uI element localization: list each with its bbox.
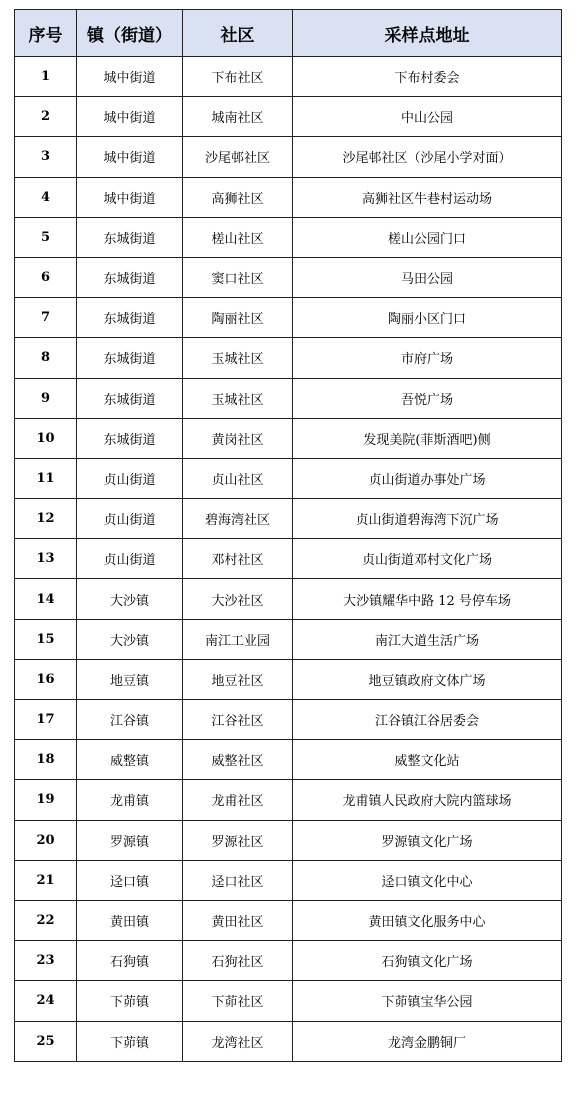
cell-town: 东城街道 <box>77 298 183 338</box>
cell-town: 地豆镇 <box>77 659 183 699</box>
cell-address: 南江大道生活广场 <box>293 619 562 659</box>
cell-town: 黄田镇 <box>77 900 183 940</box>
cell-community: 玉城社区 <box>183 338 293 378</box>
cell-community: 槎山社区 <box>183 217 293 257</box>
cell-index: 7 <box>15 298 77 338</box>
cell-address: 下布村委会 <box>293 57 562 97</box>
cell-address: 吾悦广场 <box>293 378 562 418</box>
cell-town: 城中街道 <box>77 137 183 177</box>
cell-community: 黄田社区 <box>183 900 293 940</box>
table-row <box>15 418 562 458</box>
header-row <box>15 10 562 57</box>
table-row <box>15 217 562 257</box>
cell-town: 贞山街道 <box>77 499 183 539</box>
table-row <box>15 298 562 338</box>
cell-community: 威整社区 <box>183 740 293 780</box>
cell-community: 大沙社区 <box>183 579 293 619</box>
cell-town: 下茆镇 <box>77 981 183 1021</box>
cell-address: 陶丽小区门口 <box>293 298 562 338</box>
cell-town: 威整镇 <box>77 740 183 780</box>
cell-community: 城南社区 <box>183 97 293 137</box>
cell-address: 中山公园 <box>293 97 562 137</box>
cell-community: 陶丽社区 <box>183 298 293 338</box>
cell-community: 石狗社区 <box>183 941 293 981</box>
cell-community: 玉城社区 <box>183 378 293 418</box>
cell-community: 下茆社区 <box>183 981 293 1021</box>
cell-town: 东城街道 <box>77 418 183 458</box>
cell-town: 石狗镇 <box>77 941 183 981</box>
cell-address: 黄田镇文化服务中心 <box>293 900 562 940</box>
cell-town: 东城街道 <box>77 217 183 257</box>
cell-town: 贞山街道 <box>77 539 183 579</box>
table-header <box>15 10 562 57</box>
table-body <box>15 57 562 1062</box>
cell-index: 8 <box>15 338 77 378</box>
cell-community: 窦口社区 <box>183 257 293 297</box>
cell-town: 城中街道 <box>77 177 183 217</box>
cell-community: 迳口社区 <box>183 860 293 900</box>
cell-address: 龙湾金鹏铜厂 <box>293 1021 562 1061</box>
cell-index: 12 <box>15 499 77 539</box>
cell-address: 威整文化站 <box>293 740 562 780</box>
sampling-sites-table <box>14 9 562 1062</box>
cell-index: 23 <box>15 941 77 981</box>
table-row <box>15 941 562 981</box>
table-row <box>15 257 562 297</box>
cell-index: 3 <box>15 137 77 177</box>
cell-town: 迳口镇 <box>77 860 183 900</box>
cell-community: 沙尾邨社区 <box>183 137 293 177</box>
cell-community: 南江工业园 <box>183 619 293 659</box>
cell-index: 19 <box>15 780 77 820</box>
cell-address: 贞山街道邓村文化广场 <box>293 539 562 579</box>
cell-town: 东城街道 <box>77 378 183 418</box>
cell-index: 16 <box>15 659 77 699</box>
table-row <box>15 619 562 659</box>
cell-address: 地豆镇政府文体广场 <box>293 659 562 699</box>
cell-address: 马田公园 <box>293 257 562 297</box>
cell-address: 迳口镇文化中心 <box>293 860 562 900</box>
table-row <box>15 900 562 940</box>
cell-index: 21 <box>15 860 77 900</box>
cell-town: 江谷镇 <box>77 700 183 740</box>
cell-address: 大沙镇耀华中路 12 号停车场 <box>293 579 562 619</box>
cell-community: 贞山社区 <box>183 458 293 498</box>
cell-town: 东城街道 <box>77 338 183 378</box>
table-row <box>15 700 562 740</box>
cell-address: 发现美院(菲斯酒吧)侧 <box>293 418 562 458</box>
cell-address: 下茆镇宝华公园 <box>293 981 562 1021</box>
table-row <box>15 740 562 780</box>
cell-index: 18 <box>15 740 77 780</box>
cell-community: 龙甫社区 <box>183 780 293 820</box>
cell-address: 江谷镇江谷居委会 <box>293 700 562 740</box>
cell-community: 碧海湾社区 <box>183 499 293 539</box>
cell-index: 25 <box>15 1021 77 1061</box>
cell-community: 高狮社区 <box>183 177 293 217</box>
table-row <box>15 659 562 699</box>
cell-address: 罗源镇文化广场 <box>293 820 562 860</box>
cell-town: 罗源镇 <box>77 820 183 860</box>
cell-index: 13 <box>15 539 77 579</box>
table-row <box>15 860 562 900</box>
table-row <box>15 97 562 137</box>
table-row <box>15 57 562 97</box>
cell-town: 下茆镇 <box>77 1021 183 1061</box>
cell-community: 下布社区 <box>183 57 293 97</box>
cell-town: 龙甫镇 <box>77 780 183 820</box>
cell-town: 大沙镇 <box>77 579 183 619</box>
cell-index: 10 <box>15 418 77 458</box>
cell-index: 6 <box>15 257 77 297</box>
cell-community: 龙湾社区 <box>183 1021 293 1061</box>
sampling-sites-table-container <box>14 9 562 1062</box>
table-row <box>15 338 562 378</box>
cell-address: 市府广场 <box>293 338 562 378</box>
header-town: 镇（街道） <box>77 10 183 57</box>
cell-address: 沙尾邨社区（沙尾小学对面） <box>293 137 562 177</box>
cell-community: 邓村社区 <box>183 539 293 579</box>
cell-index: 2 <box>15 97 77 137</box>
cell-index: 15 <box>15 619 77 659</box>
cell-town: 城中街道 <box>77 57 183 97</box>
cell-index: 17 <box>15 700 77 740</box>
cell-address: 贞山街道碧海湾下沉广场 <box>293 499 562 539</box>
table-row <box>15 458 562 498</box>
table-row <box>15 378 562 418</box>
table-row <box>15 1021 562 1061</box>
table-row <box>15 177 562 217</box>
cell-address: 高狮社区牛巷村运动场 <box>293 177 562 217</box>
table-row <box>15 137 562 177</box>
cell-index: 5 <box>15 217 77 257</box>
header-community: 社区 <box>183 10 293 57</box>
cell-address: 龙甫镇人民政府大院内篮球场 <box>293 780 562 820</box>
header-address: 采样点地址 <box>293 10 562 57</box>
cell-index: 14 <box>15 579 77 619</box>
cell-address: 槎山公园门口 <box>293 217 562 257</box>
cell-community: 罗源社区 <box>183 820 293 860</box>
cell-index: 1 <box>15 57 77 97</box>
cell-community: 江谷社区 <box>183 700 293 740</box>
table-row <box>15 539 562 579</box>
cell-community: 地豆社区 <box>183 659 293 699</box>
table-row <box>15 820 562 860</box>
table-row <box>15 499 562 539</box>
cell-index: 4 <box>15 177 77 217</box>
cell-index: 20 <box>15 820 77 860</box>
cell-town: 贞山街道 <box>77 458 183 498</box>
cell-index: 24 <box>15 981 77 1021</box>
cell-address: 贞山街道办事处广场 <box>293 458 562 498</box>
table-row <box>15 981 562 1021</box>
table-row <box>15 780 562 820</box>
cell-town: 大沙镇 <box>77 619 183 659</box>
cell-address: 石狗镇文化广场 <box>293 941 562 981</box>
header-index: 序号 <box>15 10 77 57</box>
table-row <box>15 579 562 619</box>
cell-index: 9 <box>15 378 77 418</box>
cell-town: 东城街道 <box>77 257 183 297</box>
cell-index: 22 <box>15 900 77 940</box>
cell-index: 11 <box>15 458 77 498</box>
cell-town: 城中街道 <box>77 97 183 137</box>
cell-community: 黄岗社区 <box>183 418 293 458</box>
